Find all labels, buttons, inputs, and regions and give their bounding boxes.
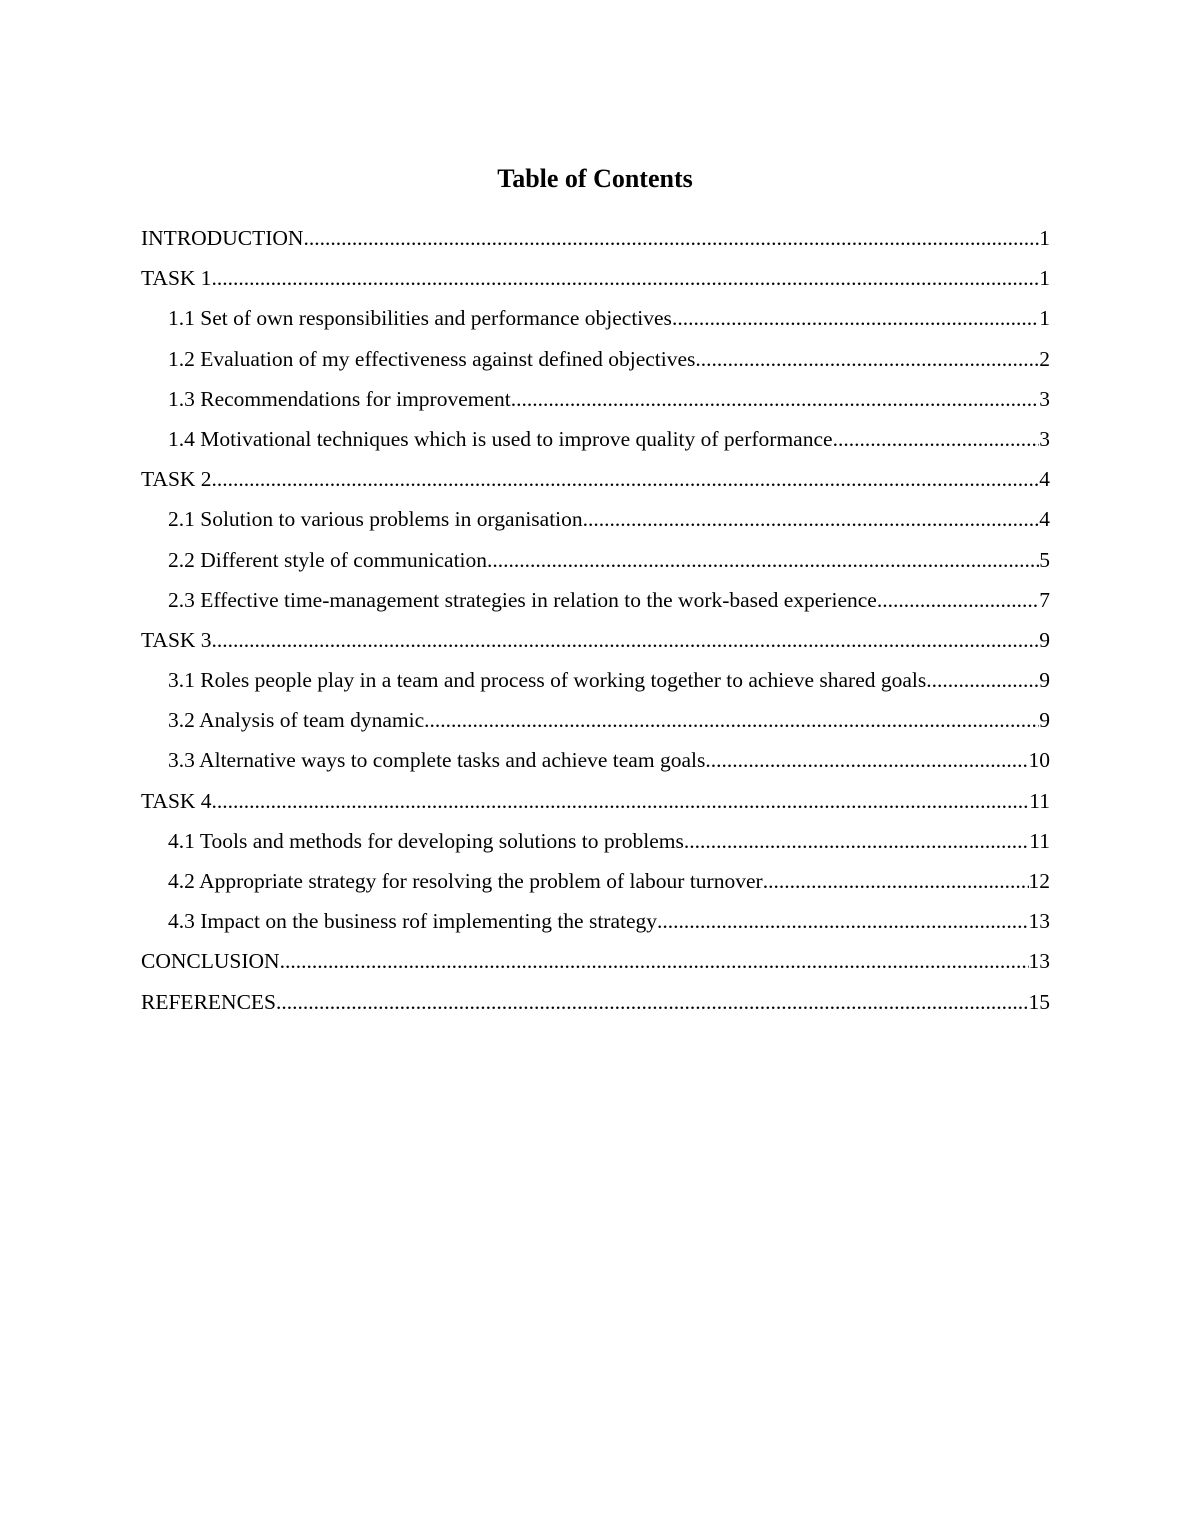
toc-list: [141, 218, 1050, 1022]
toc-entry-task-1[interactable]: [141, 258, 1050, 298]
toc-entry-label: 4.3 Impact on the business rof implementing the strategy: [168, 909, 658, 934]
toc-entry-label: 1.1 Set of own responsibilities and performance objectives: [168, 306, 672, 331]
toc-page-number: 9: [1039, 627, 1050, 652]
toc-page-number: 13: [1028, 909, 1050, 934]
dot-leader: [212, 620, 1040, 660]
toc-entry-label: 1.4 Motivational techniques which is used to improve quality of performance: [168, 426, 833, 451]
toc-entry-label: CONCLUSION: [141, 949, 280, 974]
toc-entry-label: TASK 1: [141, 266, 212, 291]
toc-page-number: 3: [1039, 426, 1050, 451]
toc-entry-2-1[interactable]: [141, 499, 1050, 539]
toc-page-number: 10: [1028, 748, 1050, 773]
toc-entry-3-1[interactable]: [141, 660, 1050, 700]
toc-page-number: 12: [1028, 869, 1050, 893]
toc-entry-4-3[interactable]: [141, 901, 1050, 941]
toc-entry-4-2[interactable]: [141, 861, 1050, 901]
toc-page-number: 2: [1039, 346, 1050, 371]
toc-entry-label: 1.3 Recommendations for improvement: [168, 386, 511, 411]
toc-entry-introduction[interactable]: [141, 218, 1050, 258]
toc-page-number: 4: [1039, 507, 1050, 532]
toc-page-number: 1: [1039, 266, 1050, 291]
toc-entry-label: 4.1 Tools and methods for developing solutions to problems: [168, 828, 684, 853]
toc-page-number: 1: [1039, 226, 1050, 250]
toc-page-number: 4: [1039, 467, 1050, 492]
toc-page-number: 11: [1029, 788, 1050, 813]
dot-leader: [583, 499, 1040, 539]
toc-page-number: 11: [1029, 828, 1050, 853]
toc-page-number: 1: [1039, 306, 1050, 331]
dot-leader: [424, 700, 1039, 740]
dot-leader: [684, 821, 1029, 861]
toc-entry-label: TASK 4: [141, 788, 212, 813]
toc-page-number: 3: [1039, 386, 1050, 411]
toc-entry-label: INTRODUCTION: [141, 226, 304, 250]
dot-leader: [657, 901, 1028, 941]
toc-entry-1-4[interactable]: [141, 419, 1050, 459]
dot-leader: [303, 218, 1039, 258]
toc-entry-label: TASK 3: [141, 627, 212, 652]
dot-leader: [212, 258, 1040, 298]
dot-leader: [511, 379, 1040, 419]
toc-entry-conclusion[interactable]: [141, 941, 1050, 981]
toc-entry-1-2[interactable]: [141, 339, 1050, 379]
toc-entry-4-1[interactable]: [141, 821, 1050, 861]
toc-entry-label: REFERENCES: [141, 989, 276, 1014]
dot-leader: [280, 941, 1029, 981]
toc-entry-2-2[interactable]: [141, 540, 1050, 580]
toc-entry-label: 3.1 Roles people play in a team and process of working together to achieve shared goals: [168, 668, 927, 693]
toc-entry-task-4[interactable]: [141, 781, 1050, 821]
toc-title: Table of Contents: [497, 164, 693, 193]
toc-entry-label: 2.2 Different style of communication: [168, 547, 488, 572]
toc-page-number: 15: [1028, 989, 1050, 1014]
toc-entry-label: 3.3 Alternative ways to complete tasks and achieve team goals: [168, 748, 706, 773]
toc-entry-task-2[interactable]: [141, 459, 1050, 499]
dot-leader: [672, 298, 1039, 338]
dot-leader: [212, 781, 1030, 821]
dot-leader: [212, 459, 1040, 499]
toc-entry-label: 4.2 Appropriate strategy for resolving the problem of labour turnover: [168, 869, 763, 893]
dot-leader: [926, 660, 1039, 700]
toc-page-number: 13: [1028, 949, 1050, 974]
toc-entry-1-3[interactable]: [141, 379, 1050, 419]
dot-leader: [763, 861, 1029, 901]
toc-entry-label: 3.2 Analysis of team dynamic: [168, 708, 425, 733]
dot-leader: [276, 982, 1029, 1022]
toc-entry-label: 2.3 Effective time-management strategies in relation to the work-based experience: [168, 587, 877, 612]
toc-page-number: 7: [1039, 587, 1050, 612]
toc-entry-1-1[interactable]: [141, 298, 1050, 338]
toc-page-number: 5: [1039, 547, 1050, 572]
toc-entry-2-3[interactable]: [141, 580, 1050, 620]
toc-entry-task-3[interactable]: [141, 620, 1050, 660]
toc-page-number: 9: [1039, 708, 1050, 733]
dot-leader: [487, 540, 1039, 580]
toc-page-number: 9: [1039, 668, 1050, 693]
toc-entry-3-3[interactable]: [141, 740, 1050, 780]
toc-entry-label: TASK 2: [141, 467, 212, 492]
toc-entry-3-2[interactable]: [141, 700, 1050, 740]
dot-leader: [833, 419, 1040, 459]
dot-leader: [695, 339, 1039, 379]
toc-entry-references[interactable]: [141, 982, 1050, 1022]
toc-entry-label: 1.2 Evaluation of my effectiveness against defined objectives: [168, 346, 696, 371]
dot-leader: [877, 580, 1039, 620]
dot-leader: [705, 740, 1028, 780]
toc-entry-label: 2.1 Solution to various problems in organisation: [168, 507, 583, 532]
